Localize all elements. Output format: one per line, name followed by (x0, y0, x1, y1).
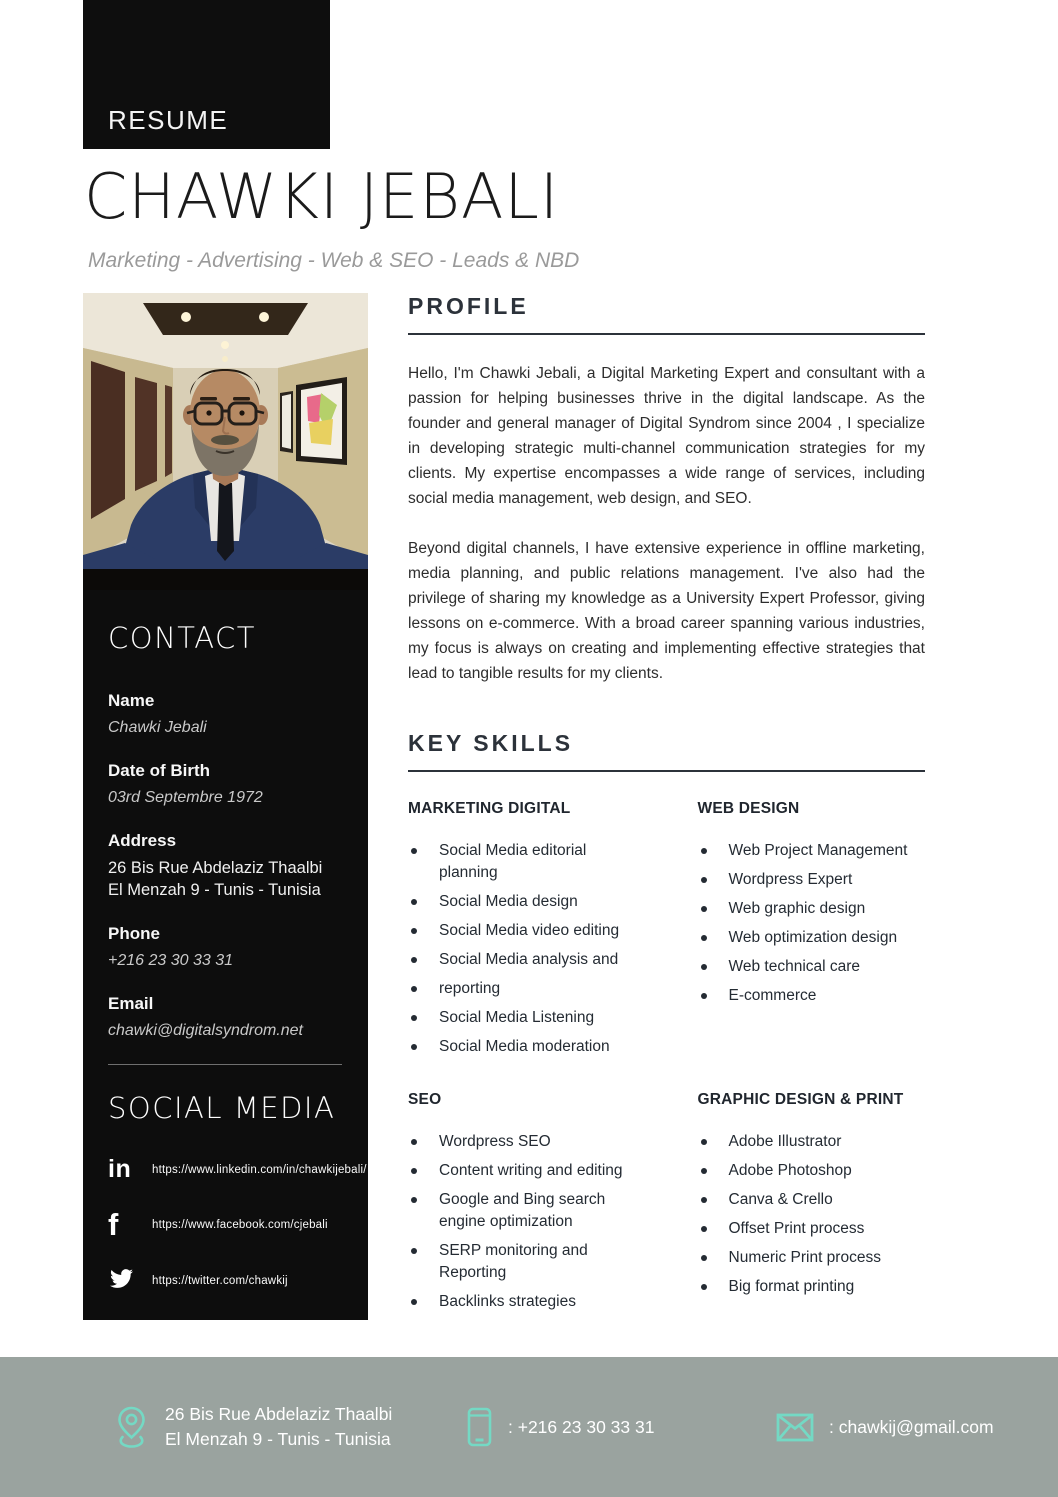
skill-group-heading: GRAPHIC DESIGN & PRINT (697, 1091, 904, 1108)
skill-item: Web technical care (698, 956, 926, 978)
skill-group-heading: WEB DESIGN (697, 800, 800, 817)
skill-group-heading: MARKETING DIGITAL (408, 800, 571, 817)
contact-field-phone (108, 924, 344, 971)
footer (0, 1357, 1058, 1497)
contact-field-dob (108, 761, 344, 808)
skill-list (408, 1131, 636, 1313)
skill-list (698, 840, 926, 1007)
footer-address-line2: El Menzah 9 - Tunis - Tunisia (165, 1429, 391, 1449)
skill-item: Wordpress SEO (408, 1131, 636, 1153)
field-value: El Menzah 9 - Tunis - Tunisia (108, 881, 321, 899)
skill-list (408, 840, 636, 1058)
contact-field-name (108, 691, 344, 738)
field-label: Phone (108, 924, 160, 943)
skill-item: Big format printing (698, 1276, 926, 1298)
footer-address-line1: 26 Bis Rue Abdelaziz Thaalbi (165, 1404, 393, 1424)
skill-group-heading: SEO (408, 1091, 442, 1108)
skill-group-web-design (698, 800, 926, 1065)
skill-item: Social Media video editing (408, 920, 636, 942)
facebook-icon: f (108, 1207, 119, 1242)
skills-grid (408, 800, 925, 1320)
skill-item: Web graphic design (698, 898, 926, 920)
main-column (408, 293, 925, 1320)
contact-sidebar (83, 590, 368, 1320)
field-value: 03rd Septembre 1972 (108, 789, 263, 806)
facebook-url[interactable]: https://www.facebook.com/cjebali (152, 1218, 328, 1231)
footer-email-text: : chawkij@gmail.com (829, 1416, 994, 1437)
skill-group-seo (408, 1091, 636, 1320)
email-envelope-icon (776, 1413, 814, 1442)
contact-title: CONTACT (108, 621, 257, 655)
footer-address-text (165, 1402, 392, 1452)
profile-photo (83, 293, 368, 590)
skill-group-marketing-digital (408, 800, 636, 1065)
footer-phone-text: : +216 23 30 33 31 (508, 1416, 655, 1437)
skill-item: Backlinks strategies (408, 1291, 636, 1313)
linkedin-icon: in (108, 1155, 132, 1183)
resume-tag-box (83, 0, 330, 149)
sidebar-divider (108, 1064, 342, 1065)
skill-item: Social Media design (408, 891, 636, 913)
field-label: Name (108, 691, 155, 710)
skill-group-graphic-design-print (698, 1091, 926, 1320)
footer-phone (466, 1357, 654, 1497)
profile-paragraph-1: Hello, I'm Chawki Jebali, a Digital Marketing Expert and consultant with a passion for helping businesses thrive in the digital landscape. As the founder and general manager of Digital Syndrom since 2004 , I specialize in developing strategic multi-channel communication strategies for my clients. My expertise encompasses a wide range of services, including social media management, web design, and SEO. (408, 365, 925, 507)
skill-item: Adobe Illustrator (698, 1131, 926, 1153)
twitter-icon (108, 1267, 152, 1295)
field-value: 26 Bis Rue Abdelaziz Thaalbi (108, 859, 323, 877)
skill-item: Social Media analysis and (408, 949, 636, 971)
skill-item: Social Media moderation (408, 1036, 636, 1058)
skill-item: Web Project Management (698, 840, 926, 862)
skill-item: Wordpress Expert (698, 869, 926, 891)
skill-item: Content writing and editing (408, 1160, 636, 1182)
profile-title: PROFILE (408, 293, 925, 335)
skill-item: Numeric Print process (698, 1247, 926, 1269)
field-value: chawki@digitalsyndrom.net (108, 1022, 303, 1039)
field-value: +216 23 30 33 31 (108, 952, 234, 969)
skill-item: Offset Print process (698, 1218, 926, 1240)
phone-icon (466, 1406, 493, 1448)
skill-item: reporting (408, 978, 636, 1000)
skill-item: Social Media Listening (408, 1007, 636, 1029)
location-pin-icon (113, 1404, 150, 1450)
skill-item: Canva & Crello (698, 1189, 926, 1211)
footer-address (113, 1357, 392, 1497)
skill-list (698, 1131, 926, 1298)
field-value: Chawki Jebali (108, 719, 207, 736)
social-link-linkedin (108, 1155, 367, 1183)
resume-label: RESUME (108, 105, 229, 135)
field-label: Address (108, 831, 177, 850)
field-label: Email (108, 994, 154, 1013)
skill-item: Google and Bing search engine optimization (408, 1189, 636, 1233)
skill-item: E-commerce (698, 985, 926, 1007)
linkedin-url[interactable]: https://www.linkedin.com/in/chawkijebali/ (152, 1163, 367, 1176)
skill-item: Adobe Photoshop (698, 1160, 926, 1182)
contact-field-address (108, 831, 344, 901)
social-link-facebook (108, 1209, 344, 1240)
skill-item: Web optimization design (698, 927, 926, 949)
social-media-title: SOCIAL MEDIA (108, 1091, 336, 1125)
contact-field-email (108, 994, 344, 1041)
profile-paragraph-2: Beyond digital channels, I have extensive experience in offline marketing, media planning, and public relations management. I've also had the privilege of sharing my knowledge as a University Expert Professor, giving lessons on e-commerce. With a broad career spanning various industries, my focus is always on creating and implementing effective strategies that lead to tangible results for my clients. (408, 540, 925, 682)
field-label: Date of Birth (108, 761, 210, 780)
key-skills-title: KEY SKILLS (408, 730, 925, 772)
skill-item: SERP monitoring and Reporting (408, 1240, 636, 1284)
social-link-twitter (108, 1267, 344, 1295)
candidate-tagline: Marketing - Advertising - Web & SEO - Leads & NBD (88, 249, 580, 272)
skill-item: Social Media editorial planning (408, 840, 636, 884)
twitter-url[interactable]: https://twitter.com/chawkij (152, 1275, 288, 1287)
footer-email (776, 1357, 994, 1497)
candidate-name: CHAWKI JEBALI (84, 160, 560, 233)
